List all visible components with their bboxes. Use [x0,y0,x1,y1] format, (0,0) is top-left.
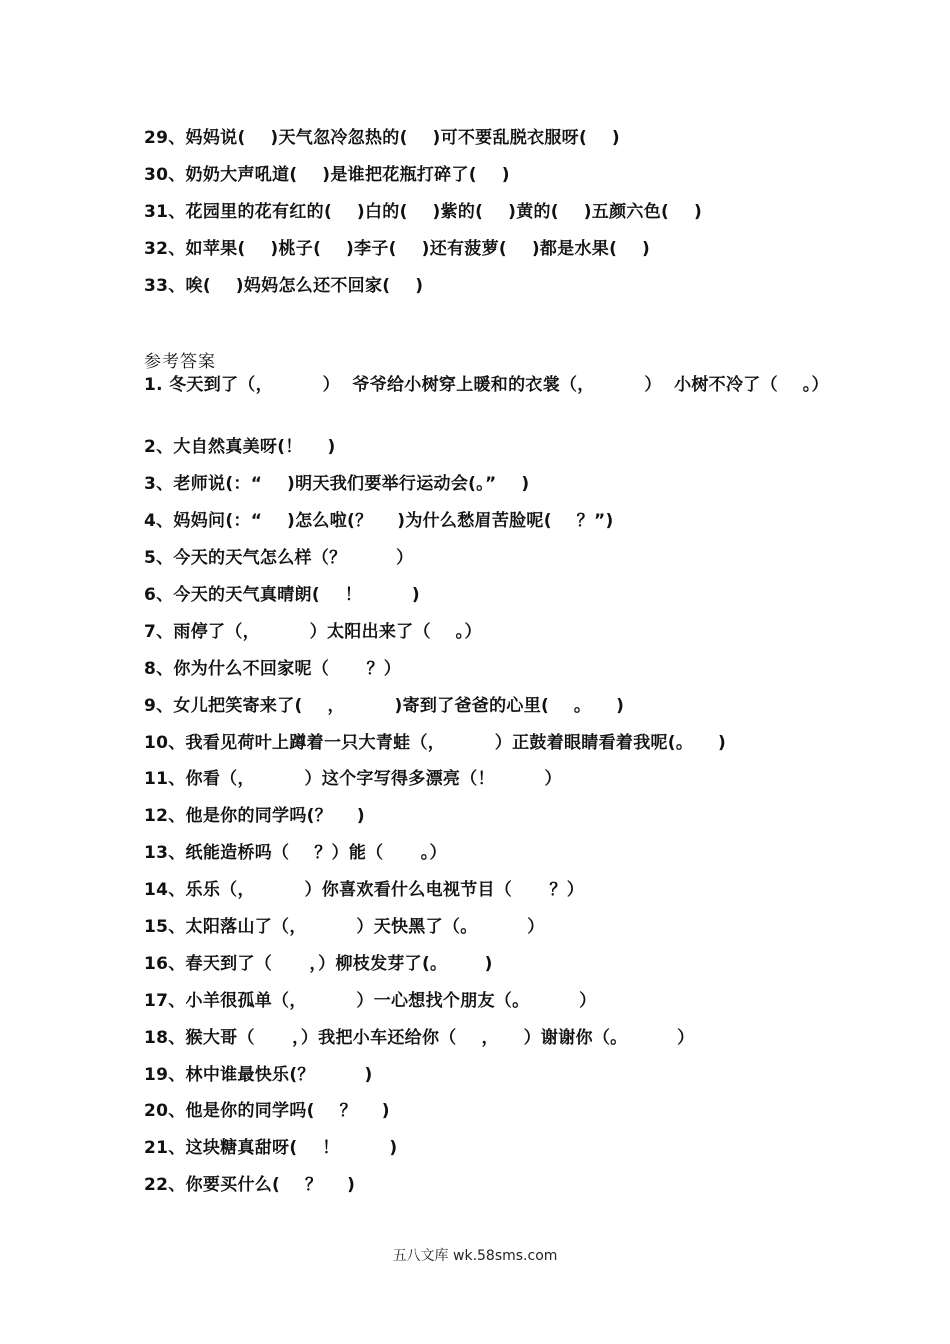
answer-6: 6、今天的天气真晴朗( ！ ) [144,585,420,605]
answer-1: 1. 冬天到了（， ） 爷爷给小树穿上暖和的衣裳（， ） 小树不冷了（ 。） [144,375,829,395]
answer-8: 8、你为什么不回家呢（ ？） [144,659,402,679]
answer-16: 16、春天到了（ ，）柳枝发芽了(。 ) [144,954,493,974]
question-29: 29、妈妈说( )天气忽冷忽热的( )可不要乱脱衣服呀( ) [144,128,620,148]
question-31: 31、花园里的花有红的( )白的( )紫的( )黄的( )五颜六色( ) [144,202,703,222]
answer-12: 12、他是你的同学吗(？ ) [144,806,365,826]
answer-19: 19、林中谁最快乐(？ ) [144,1065,373,1085]
answer-21: 21、这块糖真甜呀( ！ ) [144,1138,398,1158]
answer-22: 22、你要买什么( ？ ) [144,1175,356,1195]
answer-7: 7、雨停了（， ）太阳出来了（ 。） [144,622,482,642]
answer-11: 11、你看（， ）这个字写得多漂亮（！ ） [144,769,562,789]
answer-18: 18、猴大哥（ ，）我把小车还给你（ ， ）谢谢你（。 ） [144,1028,695,1048]
answer-2: 2、大自然真美呀(！ ) [144,437,336,457]
answer-4: 4、妈妈问(：“ )怎么啦(？ )为什么愁眉苦脸呢( ？”) [144,511,614,531]
answer-20: 20、他是你的同学吗( ？ ) [144,1101,390,1121]
answer-9: 9、女儿把笑寄来了( ， )寄到了爸爸的心里( 。 ) [144,696,625,716]
answer-10: 10、我看见荷叶上蹲着一只大青蛙（， ）正鼓着眼睛看着我呢(。 ) [144,733,727,753]
question-32: 32、如苹果( )桃子( )李子( )还有菠萝( )都是水果( ) [144,239,651,259]
answer-15: 15、太阳落山了（， ）天快黑了（。 ） [144,917,545,937]
answer-heading: 参考答案 [144,352,216,372]
answer-3: 3、老师说(：“ )明天我们要举行运动会(。” ) [144,474,530,494]
question-30: 30、奶奶大声吼道( )是谁把花瓶打碎了( ) [144,165,510,185]
answer-13: 13、纸能造桥吗（ ？）能（ 。） [144,843,447,863]
footer-watermark: 五八文库 wk.58sms.com [392,1248,558,1264]
answer-14: 14、乐乐（， ）你喜欢看什么电视节目（ ？） [144,880,585,900]
answer-17: 17、小羊很孤单（， ）一心想找个朋友（。 ） [144,991,597,1011]
question-33: 33、唉( )妈妈怎么还不回家( ) [144,276,424,296]
answer-5: 5、今天的天气怎么样（？ ） [144,548,414,568]
